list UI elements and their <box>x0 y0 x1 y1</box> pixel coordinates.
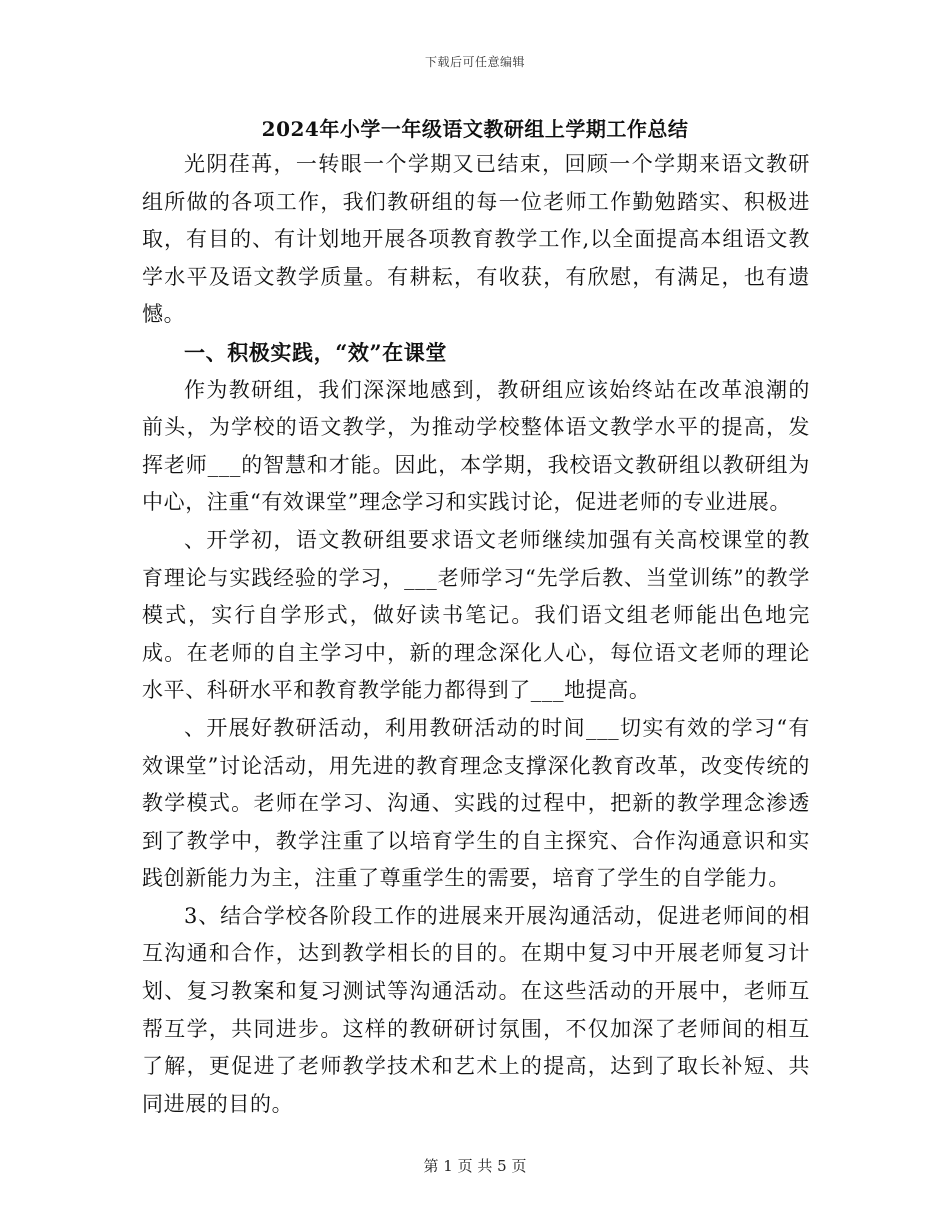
body-paragraph: 作为教研组，我们深深地感到，教研组应该始终站在改革浪潮的前头，为学校的语文教学，为推动学校整体语文教学水平的提高，发挥老师___的智慧和才能。因此，本学期，我校语文教研组以教研组为中心，注重“有效课堂”理念学习和实践讨论，促进老师的专业进展。 <box>142 377 810 515</box>
header-note: 下载后可任意编辑 <box>424 55 525 69</box>
body-paragraph: 3、结合学校各阶段工作的进展来开展沟通活动，促进老师间的相互沟通和合作，达到教学相长的目的。在期中复习中开展老师复习计划、复习教案和复习测试等沟通活动。在这些活动的开展中，老师互帮互学，共同进步。这样的教研研讨氛围，不仅加深了老师间的相互了解，更促进了老师教学技术和艺术上的提高，达到了取长补短、共同进展的目的。 <box>142 903 810 1116</box>
page-number: 第 1 页 共 5 页 <box>423 1157 527 1175</box>
intro-paragraph: 光阴荏苒，一转眼一个学期又已结束，回顾一个学期来语文教研组所做的各项工作，我们教研组的每一位老师工作勤勉踏实、积极进取，有目的、有计划地开展各项教育教学工作,以全面提高本组语文教学水平及语文教学质量。有耕耘，有收获，有欣慰，有满足，也有遗憾。 <box>142 152 810 327</box>
body-paragraph: 、开展好教研活动，利用教研活动的时间___切实有效的学习“有效课堂”讨论活动，用先进的教育理念支撑深化教育改革，改变传统的教学模式。老师在学习、沟通、实践的过程中，把新的教学理念渗透到了教学中，教学注重了以培育学生的自主探究、合作沟通意识和实践创新能力为主，注重了尊重学生的需要，培育了学生的自学能力。 <box>142 715 810 891</box>
section-heading: 一、积极实践，“效”在课堂 <box>184 339 447 365</box>
document-body <box>142 146 810 1123</box>
document-title: 2024年小学一年级语文教研组上学期工作总结 <box>261 117 689 141</box>
body-paragraph: 、开学初，语文教研组要求语文老师继续加强有关高校课堂的教育理论与实践经验的学习，___老师学习“先学后教、当堂训练”的教学模式，实行自学形式，做好读书笔记。我们语文组老师能出色地完成。在老师的自主学习中，新的理念深化人心，每位语文老师的理论水平、科研水平和教育教学能力都得到了___地提高。 <box>142 527 810 703</box>
